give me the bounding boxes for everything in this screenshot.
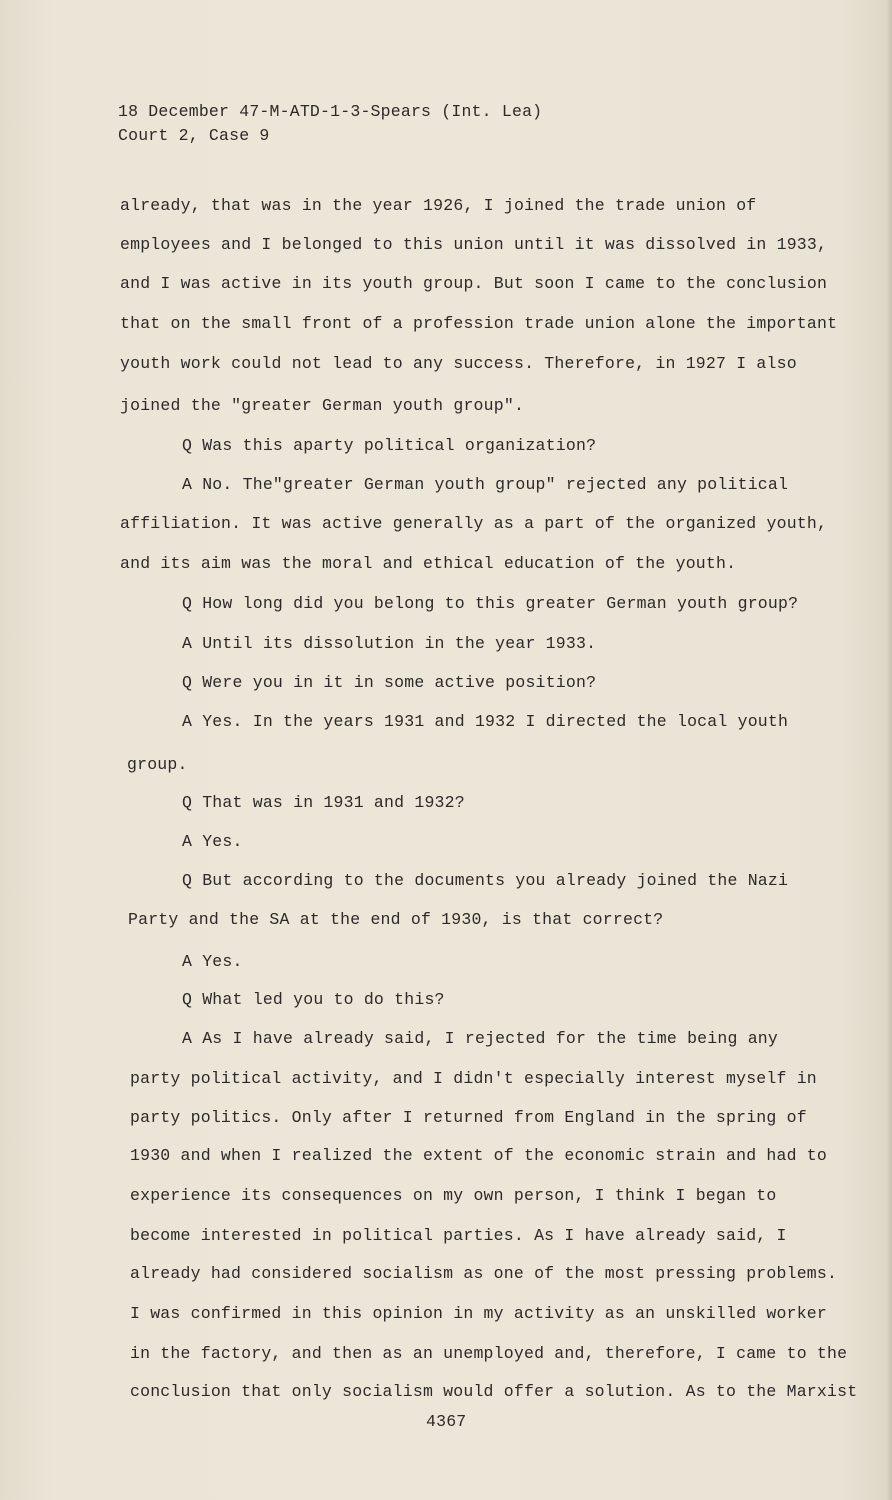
text-line: party political activity, and I didn't especially interest myself in [130, 1069, 817, 1088]
text-line: in the factory, and then as an unemployed and, therefore, I came to the [130, 1344, 848, 1363]
answer-line: A No. The"greater German youth group" rejected any political [182, 475, 789, 494]
document-header [118, 100, 542, 148]
header-date-line: 18 December 47-M-ATD-1-3-Spears (Int. Lea) [118, 102, 543, 121]
answer-line: A Until its dissolution in the year 1933. [182, 634, 597, 653]
question-line: Q How long did you belong to this greater German youth group? [182, 594, 799, 613]
text-line: 1930 and when I realized the extent of the economic strain and had to [130, 1146, 828, 1165]
text-line: and I was active in its youth group. But soon I came to the conclusion [120, 274, 828, 293]
answer-line: A Yes. [182, 952, 243, 971]
text-line: youth work could not lead to any success. Therefore, in 1927 I also [120, 354, 797, 373]
text-line: conclusion that only socialism would offer a solution. As to the Marxist [130, 1382, 858, 1401]
text-line: joined the "greater German youth group". [120, 396, 525, 415]
answer-line: A Yes. In the years 1931 and 1932 I directed the local youth [182, 712, 789, 731]
text-line: I was confirmed in this opinion in my activity as an unskilled worker [130, 1304, 828, 1323]
text-line: employees and I belonged to this union until it was dissolved in 1933, [120, 235, 828, 254]
answer-line: A Yes. [182, 832, 243, 851]
text-line: experience its consequences on my own person, I think I began to [130, 1186, 777, 1205]
text-line: that on the small front of a profession trade union alone the important [120, 314, 838, 333]
text-line: affiliation. It was active generally as a part of the organized youth, [120, 514, 828, 533]
question-line: Q Was this aparty political organization? [182, 436, 597, 455]
text-line: Party and the SA at the end of 1930, is that correct? [128, 910, 664, 929]
text-line: already had considered socialism as one of the most pressing problems. [130, 1264, 838, 1283]
answer-line: A As I have already said, I rejected for the time being any [182, 1029, 778, 1048]
text-line: group. [127, 755, 188, 774]
text-line: party politics. Only after I returned from England in the spring of [130, 1108, 807, 1127]
question-line: Q What led you to do this? [182, 990, 445, 1009]
text-line: become interested in political parties. As I have already said, I [130, 1226, 787, 1245]
page-edge-shadow [886, 0, 892, 1500]
question-line: Q Were you in it in some active position? [182, 673, 597, 692]
question-line: Q But according to the documents you already joined the Nazi [182, 871, 789, 890]
question-line: Q That was in 1931 and 1932? [182, 793, 465, 812]
header-court-line: Court 2, Case 9 [118, 126, 270, 145]
page-number: 4367 [426, 1412, 467, 1431]
text-line: already, that was in the year 1926, I joined the trade union of [120, 196, 757, 215]
text-line: and its aim was the moral and ethical education of the youth. [120, 554, 737, 573]
